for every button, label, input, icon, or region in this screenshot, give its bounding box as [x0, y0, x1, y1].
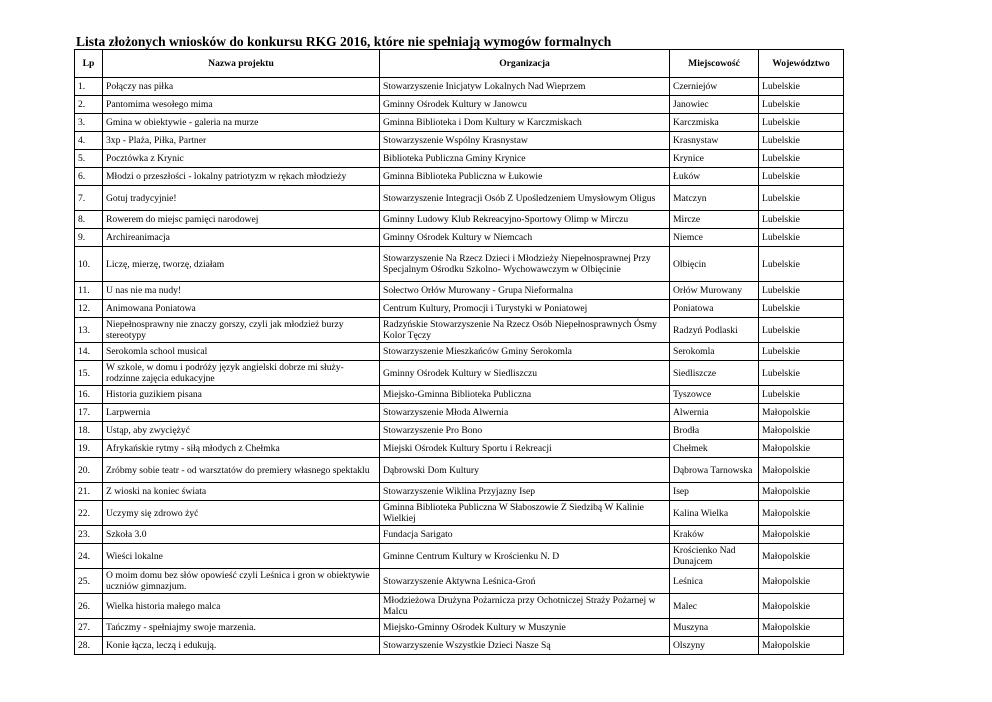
cell-project-name: U nas nie ma nudy! — [103, 282, 380, 300]
cell-lp: 16. — [75, 386, 103, 404]
cell-organization: Gminny Ośrodek Kultury w Niemcach — [380, 229, 670, 247]
table-row — [75, 526, 844, 544]
cell-organization: Sołectwo Orłów Murowany - Grupa Nieformalna — [380, 282, 670, 300]
cell-locality: Karczmiska — [670, 114, 759, 132]
cell-organization: Stowarzyszenie Inicjatyw Lokalnych Nad Wieprzem — [380, 78, 670, 96]
cell-locality: Kalina Wielka — [670, 501, 759, 526]
cell-locality: Muszyna — [670, 619, 759, 637]
cell-project-name: Pantomima wesołego mima — [103, 96, 380, 114]
table-row — [75, 458, 844, 483]
cell-project-name: Afrykańskie rytmy - siłą młodych z Chełmka — [103, 440, 380, 458]
cell-lp: 18. — [75, 422, 103, 440]
cell-lp: 25. — [75, 569, 103, 594]
cell-organization: Gminny Ludowy Klub Rekreacyjno-Sportowy Olimp w Mirczu — [380, 211, 670, 229]
cell-organization: Stowarzyszenie Mieszkańców Gminy Serokomla — [380, 343, 670, 361]
cell-organization: Dąbrowski Dom Kultury — [380, 458, 670, 483]
cell-project-name: Z wioski na koniec świata — [103, 483, 380, 501]
header-voivodeship: Województwo — [759, 50, 844, 78]
cell-organization: Stowarzyszenie Na Rzecz Dzieci i Młodzieży Niepełnosprawnej Przy Specjalnym Ośrodku Szkolno- Wychowawczym w Olbięcinie — [380, 247, 670, 282]
table-row — [75, 114, 844, 132]
cell-organization: Biblioteka Publiczna Gminy Krynice — [380, 150, 670, 168]
cell-organization: Gminna Biblioteka Publiczna W Słaboszowie Z Siedzibą W Kalinie Wielkiej — [380, 501, 670, 526]
cell-project-name: Niepełnosprawny nie znaczy gorszy, czyli jak młodzież burzy stereotypy — [103, 318, 380, 343]
cell-project-name: Historia guzikiem pisana — [103, 386, 380, 404]
table-row — [75, 247, 844, 282]
cell-organization: Miejski Ośrodek Kultury Sportu i Rekreacji — [380, 440, 670, 458]
cell-project-name: Konie łącza, leczą i edukują. — [103, 637, 380, 655]
cell-project-name: Wielka historia małego malca — [103, 594, 380, 619]
cell-voivodeship: Małopolskie — [759, 544, 844, 569]
cell-locality: Matczyn — [670, 186, 759, 211]
cell-project-name: Animowana Poniatowa — [103, 300, 380, 318]
cell-locality: Olbięcin — [670, 247, 759, 282]
cell-locality: Malec — [670, 594, 759, 619]
cell-voivodeship: Lubelskie — [759, 132, 844, 150]
table-row — [75, 168, 844, 186]
cell-voivodeship: Lubelskie — [759, 361, 844, 386]
applications-table — [74, 49, 844, 655]
cell-project-name: Archireanimacja — [103, 229, 380, 247]
cell-locality: Siedliszcze — [670, 361, 759, 386]
cell-locality: Dąbrowa Tarnowska — [670, 458, 759, 483]
cell-locality: Poniatowa — [670, 300, 759, 318]
cell-lp: 2. — [75, 96, 103, 114]
cell-voivodeship: Małopolskie — [759, 458, 844, 483]
table-header-row — [75, 50, 844, 78]
table-row — [75, 186, 844, 211]
cell-lp: 21. — [75, 483, 103, 501]
cell-project-name: Rowerem do miejsc pamięci narodowej — [103, 211, 380, 229]
cell-locality: Krynice — [670, 150, 759, 168]
cell-organization: Młodzieżowa Drużyna Pożarnicza przy Ochotniczej Straży Pożarnej w Malcu — [380, 594, 670, 619]
cell-organization: Stowarzyszenie Wspólny Krasnystaw — [380, 132, 670, 150]
table-row — [75, 361, 844, 386]
cell-project-name: Liczę, mierzę, tworzę, działam — [103, 247, 380, 282]
cell-organization: Centrum Kultury, Promocji i Turystyki w Poniatowej — [380, 300, 670, 318]
cell-voivodeship: Małopolskie — [759, 440, 844, 458]
cell-organization: Stowarzyszenie Aktywna Leśnica-Groń — [380, 569, 670, 594]
table-row — [75, 569, 844, 594]
cell-lp: 28. — [75, 637, 103, 655]
cell-lp: 1. — [75, 78, 103, 96]
cell-project-name: Larpwernia — [103, 404, 380, 422]
cell-voivodeship: Małopolskie — [759, 501, 844, 526]
cell-voivodeship: Lubelskie — [759, 96, 844, 114]
table-row — [75, 440, 844, 458]
cell-locality: Alwernia — [670, 404, 759, 422]
cell-lp: 22. — [75, 501, 103, 526]
cell-project-name: Młodzi o przeszłości - lokalny patriotyzm w rękach młodzieży — [103, 168, 380, 186]
cell-voivodeship: Lubelskie — [759, 300, 844, 318]
cell-organization: Gminne Centrum Kultury w Krościenku N. D — [380, 544, 670, 569]
cell-lp: 12. — [75, 300, 103, 318]
cell-locality: Czerniejów — [670, 78, 759, 96]
cell-project-name: Ustąp, aby zwyciężyć — [103, 422, 380, 440]
cell-project-name: Połączy nas piłka — [103, 78, 380, 96]
cell-locality: Kraków — [670, 526, 759, 544]
cell-locality: Isep — [670, 483, 759, 501]
cell-voivodeship: Małopolskie — [759, 637, 844, 655]
cell-voivodeship: Lubelskie — [759, 247, 844, 282]
cell-voivodeship: Lubelskie — [759, 114, 844, 132]
cell-lp: 8. — [75, 211, 103, 229]
cell-voivodeship: Lubelskie — [759, 318, 844, 343]
cell-locality: Krościenko Nad Dunajcem — [670, 544, 759, 569]
table-row — [75, 404, 844, 422]
cell-organization: Miejsko-Gminny Ośrodek Kultury w Muszynie — [380, 619, 670, 637]
cell-organization: Radzyńskie Stowarzyszenie Na Rzecz Osób Niepełnosprawnych Ósmy Kolor Tęczy — [380, 318, 670, 343]
header-project-name: Nazwa projektu — [103, 50, 380, 78]
table-row — [75, 282, 844, 300]
cell-lp: 20. — [75, 458, 103, 483]
cell-project-name: Uczymy się zdrowo żyć — [103, 501, 380, 526]
cell-lp: 5. — [75, 150, 103, 168]
cell-organization: Stowarzyszenie Wszystkie Dzieci Nasze Są — [380, 637, 670, 655]
cell-project-name: O moim domu bez słów opowieść czyli Leśnica i gron w obiektywie uczniów gimnazjum. — [103, 569, 380, 594]
cell-project-name: Gotuj tradycyjnie! — [103, 186, 380, 211]
cell-organization: Gminna Biblioteka i Dom Kultury w Karczmiskach — [380, 114, 670, 132]
cell-lp: 14. — [75, 343, 103, 361]
header-locality: Miejscowość — [670, 50, 759, 78]
cell-lp: 7. — [75, 186, 103, 211]
cell-voivodeship: Lubelskie — [759, 229, 844, 247]
cell-voivodeship: Małopolskie — [759, 422, 844, 440]
table-row — [75, 132, 844, 150]
cell-lp: 27. — [75, 619, 103, 637]
cell-voivodeship: Małopolskie — [759, 483, 844, 501]
table-row — [75, 544, 844, 569]
cell-voivodeship: Lubelskie — [759, 386, 844, 404]
cell-locality: Radzyń Podlaski — [670, 318, 759, 343]
cell-lp: 19. — [75, 440, 103, 458]
cell-locality: Łuków — [670, 168, 759, 186]
cell-lp: 26. — [75, 594, 103, 619]
table-row — [75, 78, 844, 96]
table-row — [75, 637, 844, 655]
cell-organization: Stowarzyszenie Pro Bono — [380, 422, 670, 440]
cell-locality: Janowiec — [670, 96, 759, 114]
header-lp: Lp — [75, 50, 103, 78]
cell-lp: 10. — [75, 247, 103, 282]
cell-project-name: W szkole, w domu i podróży język angielski dobrze mi służy- rodzinne zajęcia edukacyjne — [103, 361, 380, 386]
page-title: Lista złożonych wniosków do konkursu RKG 2016, które nie spełniają wymogów formalnych — [76, 34, 612, 49]
table-row — [75, 96, 844, 114]
cell-voivodeship: Małopolskie — [759, 404, 844, 422]
cell-locality: Serokomla — [670, 343, 759, 361]
cell-project-name: Gmina w obiektywie - galeria na murze — [103, 114, 380, 132]
table-row — [75, 619, 844, 637]
cell-organization: Gminny Ośrodek Kultury w Janowcu — [380, 96, 670, 114]
cell-project-name: Pocztówka z Krynic — [103, 150, 380, 168]
header-organization: Organizacja — [380, 50, 670, 78]
table-row — [75, 211, 844, 229]
cell-project-name: Wieści lokalne — [103, 544, 380, 569]
cell-lp: 24. — [75, 544, 103, 569]
table-row — [75, 343, 844, 361]
cell-organization: Stowarzyszenie Integracji Osób Z Upośledzeniem Umysłowym Oligus — [380, 186, 670, 211]
cell-organization: Gminna Biblioteka Publiczna w Łukowie — [380, 168, 670, 186]
table-row — [75, 229, 844, 247]
cell-locality: Chełmek — [670, 440, 759, 458]
cell-voivodeship: Lubelskie — [759, 186, 844, 211]
cell-project-name: Szkoła 3.0 — [103, 526, 380, 544]
table-row — [75, 422, 844, 440]
cell-organization: Miejsko-Gminna Biblioteka Publiczna — [380, 386, 670, 404]
cell-voivodeship: Lubelskie — [759, 78, 844, 96]
cell-lp: 3. — [75, 114, 103, 132]
cell-voivodeship: Lubelskie — [759, 211, 844, 229]
cell-locality: Krasnystaw — [670, 132, 759, 150]
cell-lp: 17. — [75, 404, 103, 422]
table-row — [75, 386, 844, 404]
table-row — [75, 483, 844, 501]
cell-voivodeship: Małopolskie — [759, 594, 844, 619]
cell-locality: Niemce — [670, 229, 759, 247]
table-row — [75, 501, 844, 526]
cell-lp: 4. — [75, 132, 103, 150]
cell-voivodeship: Lubelskie — [759, 168, 844, 186]
cell-locality: Brodła — [670, 422, 759, 440]
cell-locality: Tyszowce — [670, 386, 759, 404]
cell-voivodeship: Lubelskie — [759, 282, 844, 300]
table-row — [75, 300, 844, 318]
cell-project-name: Serokomla school musical — [103, 343, 380, 361]
cell-lp: 23. — [75, 526, 103, 544]
cell-lp: 9. — [75, 229, 103, 247]
table-row — [75, 594, 844, 619]
cell-organization: Stowarzyszenie Młoda Alwernia — [380, 404, 670, 422]
cell-locality: Orłów Murowany — [670, 282, 759, 300]
cell-voivodeship: Małopolskie — [759, 526, 844, 544]
cell-locality: Olszyny — [670, 637, 759, 655]
cell-voivodeship: Małopolskie — [759, 619, 844, 637]
cell-organization: Stowarzyszenie Wiklina Przyjazny Isep — [380, 483, 670, 501]
cell-locality: Mircze — [670, 211, 759, 229]
cell-lp: 13. — [75, 318, 103, 343]
cell-organization: Gminny Ośrodek Kultury w Siedliszczu — [380, 361, 670, 386]
cell-project-name: 3xp - Plaża, Piłka, Partner — [103, 132, 380, 150]
cell-project-name: Zróbmy sobie teatr - od warsztatów do premiery własnego spektaklu — [103, 458, 380, 483]
cell-lp: 15. — [75, 361, 103, 386]
cell-voivodeship: Małopolskie — [759, 569, 844, 594]
cell-lp: 11. — [75, 282, 103, 300]
cell-project-name: Tańczmy - spełniajmy swoje marzenia. — [103, 619, 380, 637]
table-row — [75, 318, 844, 343]
cell-voivodeship: Lubelskie — [759, 343, 844, 361]
cell-voivodeship: Lubelskie — [759, 150, 844, 168]
cell-lp: 6. — [75, 168, 103, 186]
table-body — [75, 78, 844, 655]
table-row — [75, 150, 844, 168]
cell-organization: Fundacja Sarigato — [380, 526, 670, 544]
cell-locality: Leśnica — [670, 569, 759, 594]
